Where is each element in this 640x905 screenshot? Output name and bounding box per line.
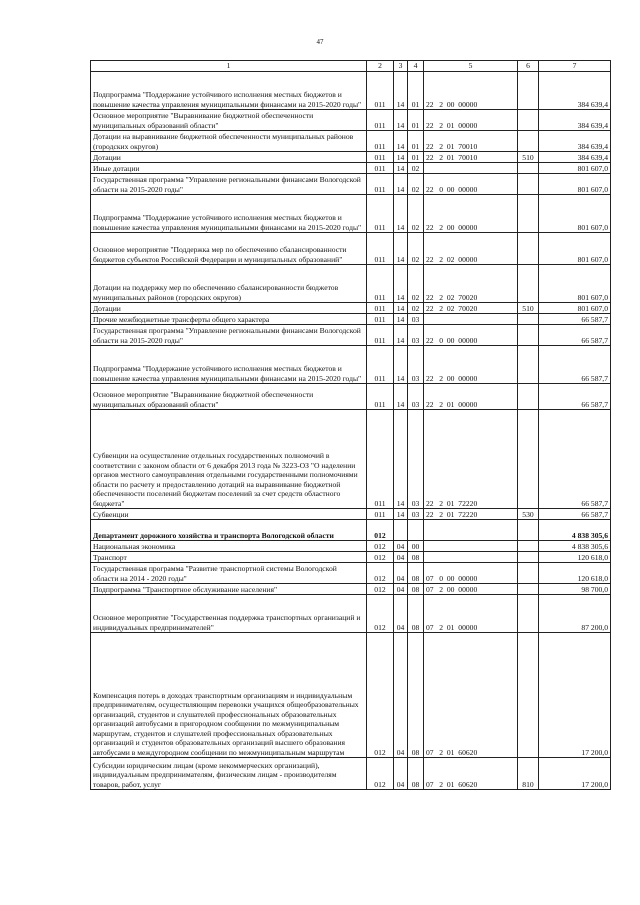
table-row — [91, 584, 611, 595]
ministry-code: 011 — [367, 174, 394, 195]
amount: 17 200,0 — [539, 633, 611, 758]
subsection-code: 08 — [408, 758, 424, 790]
ministry-code: 012 — [367, 584, 394, 595]
amount: 4 838 305,6 — [539, 520, 611, 541]
expense-type-code — [518, 410, 539, 509]
section-code: 14 — [394, 174, 408, 195]
ministry-code: 012 — [367, 541, 394, 552]
amount: 801 607,0 — [539, 265, 611, 303]
target-article-code — [424, 552, 518, 563]
page-number: 47 — [316, 38, 324, 46]
row-name: Основное мероприятие "Поддержка мер по обеспечению сбалансированности бюджетов субъектов Российской Федерации и муниципальных образований" — [91, 233, 367, 265]
ministry-code: 011 — [367, 314, 394, 325]
ministry-code: 012 — [367, 595, 394, 633]
amount: 801 607,0 — [539, 303, 611, 314]
expense-type-code — [518, 384, 539, 410]
expense-type-code — [518, 346, 539, 384]
section-code: 14 — [394, 346, 408, 384]
amount: 66 587,7 — [539, 325, 611, 346]
table-row — [91, 265, 611, 303]
amount: 17 200,0 — [539, 758, 611, 790]
row-name: Основное мероприятие "Выравнивание бюджетной обеспеченности муниципальных образований области" — [91, 110, 367, 131]
target-article-code: 22 2 01 00000 — [424, 384, 518, 410]
subsection-code: 02 — [408, 163, 424, 174]
expense-type-code — [518, 552, 539, 563]
subsection-code: 02 — [408, 174, 424, 195]
amount: 384 639,4 — [539, 131, 611, 152]
expense-type-code — [518, 265, 539, 303]
amount: 4 838 305,6 — [539, 541, 611, 552]
target-article-code: 07 2 01 60620 — [424, 758, 518, 790]
amount: 66 587,7 — [539, 410, 611, 509]
table-row — [91, 174, 611, 195]
expense-type-code — [518, 595, 539, 633]
section-code: 14 — [394, 314, 408, 325]
table-row — [91, 541, 611, 552]
amount: 66 587,7 — [539, 509, 611, 520]
expense-type-code — [518, 584, 539, 595]
table-row — [91, 520, 611, 541]
table-row — [91, 325, 611, 346]
amount: 66 587,7 — [539, 384, 611, 410]
row-name: Компенсация потерь в доходах транспортным организациям и индивидуальным предпринимателям, осуществляющим перевозки учащихся общеобразовательных организаций, студентов и слушателей профессиональных образовательных организаций автобусами в пригородном сообщении по межмуниципальным маршрутам, студентов и слушателей профессиональных образовательных организаций и студентов образовательных организаций высшего образования автобусами в междугородном сообщении по межмуниципальным маршрутам — [91, 633, 367, 758]
target-article-code: 07 2 00 00000 — [424, 584, 518, 595]
row-name: Прочие межбюджетные трансферты общего характера — [91, 314, 367, 325]
row-name: Дотации — [91, 303, 367, 314]
section-code: 04 — [394, 541, 408, 552]
subsection-code: 03 — [408, 509, 424, 520]
table-row — [91, 552, 611, 563]
subsection-code — [408, 520, 424, 541]
subsection-code: 08 — [408, 563, 424, 584]
ministry-code: 011 — [367, 265, 394, 303]
target-article-code — [424, 314, 518, 325]
subsection-code: 08 — [408, 595, 424, 633]
row-name: Субвенции на осуществление отдельных государственных полномочий в соответствии с законом области от 6 декабря 2013 года № 3223-ОЗ "О наделении органов местного самоуправления отдельными государственными полномочиями области по расчету и предоставлению дотаций на выравнивание бюджетной обеспеченности поселений бюджетам поселений за счет средств областного бюджета" — [91, 410, 367, 509]
ministry-code: 011 — [367, 72, 394, 110]
column-header: 5 — [424, 61, 518, 72]
amount: 801 607,0 — [539, 174, 611, 195]
section-code: 14 — [394, 509, 408, 520]
target-article-code: 22 2 00 00000 — [424, 346, 518, 384]
row-name: Подпрограмма "Транспортное обслуживание населения" — [91, 584, 367, 595]
table-row — [91, 72, 611, 110]
amount: 120 618,0 — [539, 552, 611, 563]
row-name: Дотации — [91, 152, 367, 163]
amount: 384 639,4 — [539, 152, 611, 163]
table-row — [91, 384, 611, 410]
section-code: 14 — [394, 131, 408, 152]
section-code: 14 — [394, 72, 408, 110]
column-header: 6 — [518, 61, 539, 72]
amount: 66 587,7 — [539, 346, 611, 384]
expense-type-code — [518, 110, 539, 131]
target-article-code: 22 2 01 70010 — [424, 152, 518, 163]
table-row — [91, 509, 611, 520]
row-name: Основное мероприятие "Выравнивание бюджетной обеспеченности муниципальных образований области" — [91, 384, 367, 410]
amount: 66 587,7 — [539, 314, 611, 325]
table-row — [91, 314, 611, 325]
subsection-code: 02 — [408, 303, 424, 314]
amount: 801 607,0 — [539, 163, 611, 174]
expense-type-code — [518, 541, 539, 552]
section-code: 14 — [394, 265, 408, 303]
table-row — [91, 110, 611, 131]
row-name: Департамент дорожного хозяйства и транспорта Вологодской области — [91, 520, 367, 541]
row-name: Подпрограмма "Поддержание устойчивого исполнения местных бюджетов и повышение качества управления муниципальными финансами на 2015-2020 годы" — [91, 195, 367, 233]
expense-type-code — [518, 163, 539, 174]
subsection-code: 01 — [408, 152, 424, 163]
ministry-code: 011 — [367, 195, 394, 233]
target-article-code — [424, 541, 518, 552]
ministry-code: 011 — [367, 384, 394, 410]
expense-type-code — [518, 520, 539, 541]
ministry-code: 012 — [367, 633, 394, 758]
expense-type-code: 510 — [518, 303, 539, 314]
amount: 384 639,4 — [539, 110, 611, 131]
expense-type-code: 510 — [518, 152, 539, 163]
target-article-code: 22 0 00 00000 — [424, 174, 518, 195]
section-code: 14 — [394, 303, 408, 314]
ministry-code: 011 — [367, 325, 394, 346]
subsection-code: 03 — [408, 325, 424, 346]
amount: 98 700,0 — [539, 584, 611, 595]
amount: 384 639,4 — [539, 72, 611, 110]
subsection-code: 03 — [408, 410, 424, 509]
row-name: Дотации на поддержку мер по обеспечению сбалансированности бюджетов муниципальных районов (городских округов) — [91, 265, 367, 303]
expense-type-code — [518, 195, 539, 233]
subsection-code: 03 — [408, 346, 424, 384]
row-name: Государственная программа "Развитие транспортной системы Вологодской области на 2014 - 2020 годы" — [91, 563, 367, 584]
table-body — [91, 72, 611, 790]
row-name: Основное мероприятие "Государственная поддержка транспортных организаций и индивидуальных предпринимателей" — [91, 595, 367, 633]
amount: 801 607,0 — [539, 233, 611, 265]
subsection-code: 01 — [408, 72, 424, 110]
target-article-code: 22 0 00 00000 — [424, 325, 518, 346]
row-name: Иные дотации — [91, 163, 367, 174]
target-article-code: 22 2 00 00000 — [424, 72, 518, 110]
expense-type-code — [518, 563, 539, 584]
target-article-code: 07 0 00 00000 — [424, 563, 518, 584]
table-row — [91, 563, 611, 584]
table-row — [91, 633, 611, 758]
section-code: 04 — [394, 758, 408, 790]
ministry-code: 012 — [367, 552, 394, 563]
row-name: Национальная экономика — [91, 541, 367, 552]
ministry-code: 012 — [367, 563, 394, 584]
expense-type-code: 810 — [518, 758, 539, 790]
table-row — [91, 163, 611, 174]
row-name: Субвенции — [91, 509, 367, 520]
subsection-code: 03 — [408, 384, 424, 410]
expense-type-code — [518, 314, 539, 325]
ministry-code: 011 — [367, 110, 394, 131]
expense-type-code — [518, 174, 539, 195]
row-name: Субсидии юридическим лицам (кроме некоммерческих организаций), индивидуальным предпринимателям, физическим лицам - производителям товаров, работ, услуг — [91, 758, 367, 790]
expense-type-code: 530 — [518, 509, 539, 520]
subsection-code: 01 — [408, 110, 424, 131]
target-article-code: 22 2 02 00000 — [424, 233, 518, 265]
table-row — [91, 346, 611, 384]
section-code: 14 — [394, 325, 408, 346]
table-row — [91, 410, 611, 509]
section-code: 14 — [394, 152, 408, 163]
ministry-code: 011 — [367, 509, 394, 520]
row-name: Подпрограмма "Поддержание устойчивого исполнения местных бюджетов и повышение качества управления муниципальными финансами на 2015-2020 годы" — [91, 72, 367, 110]
amount: 87 200,0 — [539, 595, 611, 633]
subsection-code: 08 — [408, 584, 424, 595]
target-article-code: 22 2 00 00000 — [424, 195, 518, 233]
target-article-code: 22 2 02 70020 — [424, 265, 518, 303]
section-code: 14 — [394, 195, 408, 233]
target-article-code: 22 2 01 00000 — [424, 110, 518, 131]
subsection-code: 08 — [408, 633, 424, 758]
subsection-code: 02 — [408, 233, 424, 265]
table-row — [91, 152, 611, 163]
row-name: Дотации на выравнивание бюджетной обеспеченности муниципальных районов (городских округов) — [91, 131, 367, 152]
column-header: 1 — [91, 61, 367, 72]
section-code: 04 — [394, 584, 408, 595]
budget-table — [90, 60, 611, 790]
section-code: 14 — [394, 233, 408, 265]
ministry-code: 011 — [367, 131, 394, 152]
row-name: Государственная программа "Управление региональными финансами Вологодской области на 2015-2020 годы" — [91, 325, 367, 346]
table-row — [91, 131, 611, 152]
table-row — [91, 233, 611, 265]
table-header-row — [91, 61, 611, 72]
ministry-code: 012 — [367, 520, 394, 541]
target-article-code: 07 2 01 60620 — [424, 633, 518, 758]
subsection-code: 01 — [408, 131, 424, 152]
target-article-code: 22 2 02 70020 — [424, 303, 518, 314]
expense-type-code — [518, 72, 539, 110]
column-header: 7 — [539, 61, 611, 72]
ministry-code: 012 — [367, 758, 394, 790]
table-row — [91, 758, 611, 790]
row-name: Транспорт — [91, 552, 367, 563]
ministry-code: 011 — [367, 163, 394, 174]
expense-type-code — [518, 633, 539, 758]
table-row — [91, 303, 611, 314]
target-article-code: 22 2 01 70010 — [424, 131, 518, 152]
ministry-code: 011 — [367, 233, 394, 265]
section-code: 14 — [394, 110, 408, 131]
ministry-code: 011 — [367, 346, 394, 384]
subsection-code: 00 — [408, 541, 424, 552]
section-code: 04 — [394, 633, 408, 758]
column-header: 3 — [394, 61, 408, 72]
section-code: 14 — [394, 410, 408, 509]
section-code: 04 — [394, 595, 408, 633]
table-row — [91, 595, 611, 633]
target-article-code — [424, 520, 518, 541]
subsection-code: 02 — [408, 195, 424, 233]
amount: 801 607,0 — [539, 195, 611, 233]
column-header: 2 — [367, 61, 394, 72]
amount: 120 618,0 — [539, 563, 611, 584]
section-code — [394, 520, 408, 541]
expense-type-code — [518, 131, 539, 152]
ministry-code: 011 — [367, 303, 394, 314]
section-code: 14 — [394, 163, 408, 174]
section-code: 14 — [394, 384, 408, 410]
target-article-code: 07 2 01 00000 — [424, 595, 518, 633]
target-article-code: 22 2 01 72220 — [424, 509, 518, 520]
row-name: Подпрограмма "Поддержание устойчивого исполнения местных бюджетов и повышение качества управления муниципальными финансами на 2015-2020 годы" — [91, 346, 367, 384]
section-code: 04 — [394, 563, 408, 584]
table-row — [91, 195, 611, 233]
column-header: 4 — [408, 61, 424, 72]
target-article-code — [424, 163, 518, 174]
ministry-code: 011 — [367, 152, 394, 163]
row-name: Государственная программа "Управление региональными финансами Вологодской области на 2015-2020 годы" — [91, 174, 367, 195]
ministry-code: 011 — [367, 410, 394, 509]
subsection-code: 02 — [408, 265, 424, 303]
subsection-code: 03 — [408, 314, 424, 325]
section-code: 04 — [394, 552, 408, 563]
expense-type-code — [518, 233, 539, 265]
expense-type-code — [518, 325, 539, 346]
target-article-code: 22 2 01 72220 — [424, 410, 518, 509]
subsection-code: 08 — [408, 552, 424, 563]
